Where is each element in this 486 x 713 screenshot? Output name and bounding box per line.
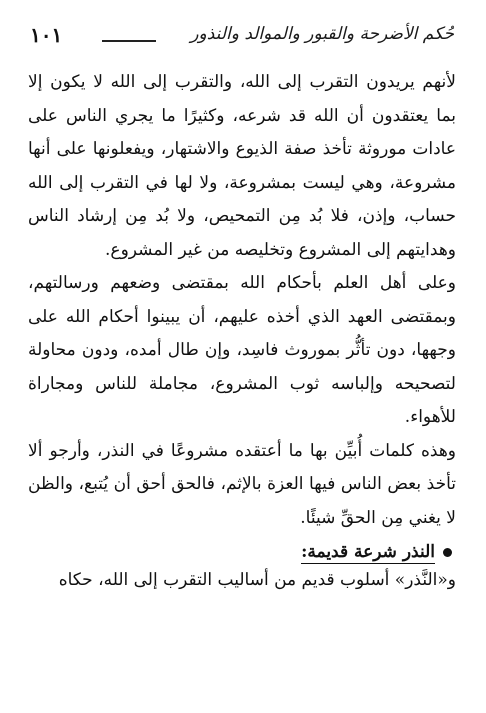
paragraph-3: وهذه كلمات أُبيِّن بها ما أعتقده مشروعًا في النذر، وأرجو ألا تأخذ بعض الناس فيها العزة بالإثم، فالحق أحق أن يُتبع، والظن لا يغني مِن الحقِّ شيئًا. xyxy=(28,440,456,528)
page-header xyxy=(28,0,456,56)
last-line: و«النَّذر» أسلوب قديم من أساليب التقرب إلى الله، حكاه xyxy=(58,570,456,590)
header-rule xyxy=(102,40,156,42)
bullet-icon xyxy=(443,548,452,557)
page-number: ١٠١ xyxy=(30,23,63,47)
body-text xyxy=(28,66,456,598)
section-heading-text: النذر شرعة قديمة: xyxy=(301,542,435,562)
paragraph-1: لأنهم يريدون التقرب إلى الله، والتقرب إلى الله لا يكون إلا بما يعتقدون أن الله قد شرعه، وكثيرًا ما يجري الناس على عادات موروثة تأخذ صفة الذيوع والاشتهار، ويفعلونها على أنها مشروعة، وهي ليست بمشروعة، ولا لها في التقرب إلى الله حساب، وإذن، فلا بُد مِن التمحيص، ولا بُد مِن إرشاد الناس وهدايتهم إلى المشروع وتخليصه من غير المشروع. xyxy=(28,72,456,260)
section-heading xyxy=(28,541,456,564)
paragraph-2: وعلى أهل العلم بأحكام الله بمقتضى وضعهم ورسالتهم، وبمقتضى العهد الذي أخذه عليهم، أن يبينوا أحكام الله على وجهها، دون تأثُّر بموروث فاسِد، وإن طال أمده، ودون محاولة لتصحيحه وإلباسه ثوب المشروع، مجاملة للناس ومجاراة للأهواء. xyxy=(28,273,456,427)
running-title: حُكم الأضرحة والقبور والموالد والنذور xyxy=(190,24,454,44)
